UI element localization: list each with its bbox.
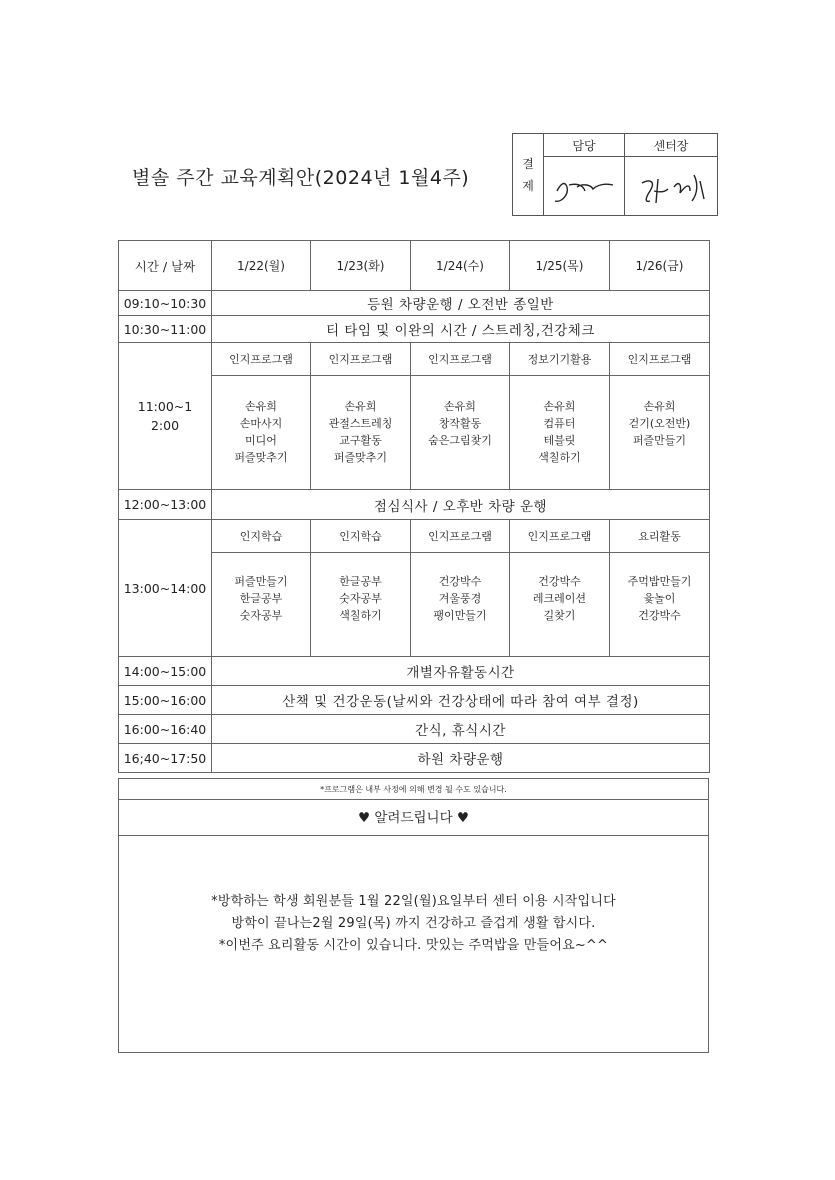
- time-cell: 16;40~17:50: [119, 744, 212, 773]
- activity-item: 손유희: [245, 400, 277, 413]
- program-label: 인지학습: [212, 520, 311, 553]
- program-label: 인지프로그램: [311, 343, 411, 376]
- activity-item: 색칠하기: [538, 451, 581, 464]
- time-cell: 09:10~10:30: [119, 291, 212, 316]
- activity-item: 윷놀이: [643, 592, 676, 605]
- weekly-plan-table: [118, 240, 710, 773]
- program-label: 인지프로그램: [411, 343, 510, 376]
- approval-role-director: 센터장: [625, 134, 718, 157]
- activity-item: 손유희: [643, 400, 676, 413]
- activity-item: 주먹밥만들기: [627, 575, 692, 588]
- activity-list: [212, 553, 311, 657]
- activity-item: 길찾기: [543, 609, 576, 622]
- activity-item: 퍼즐만들기: [632, 434, 687, 447]
- activity-list: [311, 553, 411, 657]
- notice-heading: ♥ 알려드립니다 ♥: [119, 800, 708, 836]
- day-header: 1/25(목): [510, 241, 610, 291]
- activity-item: 한글공부: [239, 592, 283, 605]
- time-date-header: 시간 / 날짜: [119, 241, 212, 291]
- activity-item: 레크레이션: [532, 592, 587, 605]
- activity-item: 퍼즐만들기: [234, 575, 288, 588]
- time-line: 11:00~1: [137, 399, 193, 414]
- program-label: 인지학습: [311, 520, 411, 553]
- activity-cell: 하원 차량운행: [212, 744, 710, 773]
- activity-item: 창작활동: [438, 417, 482, 430]
- program-label: 인지프로그램: [411, 520, 510, 553]
- activity-item: 미디어: [245, 434, 277, 447]
- activity-list: [510, 376, 610, 490]
- program-label: 인지프로그램: [212, 343, 311, 376]
- program-row: [119, 520, 710, 553]
- activity-item: 교구활동: [339, 434, 382, 447]
- time-line: 2:00: [150, 418, 180, 433]
- staff-signature: [544, 157, 625, 216]
- approval-box: [512, 133, 718, 216]
- time-cell: 14:00~15:00: [119, 657, 212, 686]
- activity-cell: 점심식사 / 오후반 차량 운행: [212, 490, 710, 520]
- schedule-row: [119, 316, 710, 343]
- activity-list: [411, 376, 510, 490]
- program-label: 인지프로그램: [610, 343, 710, 376]
- schedule-row: [119, 686, 710, 715]
- notice-line: 방학이 끝나는2월 29일(목) 까지 건강하고 즐겁게 생활 합시다.: [231, 916, 596, 931]
- activity-cell: 간식, 휴식시간: [212, 715, 710, 744]
- schedule-row: [119, 657, 710, 686]
- program-label: 요리활동: [610, 520, 710, 553]
- day-header: 1/26(금): [610, 241, 710, 291]
- time-cell: 15:00~16:00: [119, 686, 212, 715]
- activity-item: 컴퓨터: [543, 417, 576, 430]
- activity-item: 손유희: [344, 400, 377, 413]
- activity-list: [411, 553, 510, 657]
- time-cell: 10:30~11:00: [119, 316, 212, 343]
- notice-body: [119, 891, 708, 957]
- activity-cell: 산책 및 건강운동(날씨와 건강상태에 따라 참여 여부 결정): [212, 686, 710, 715]
- activity-cell: 티 타임 및 이완의 시간 / 스트레칭,건강체크: [212, 316, 710, 343]
- activity-cell: 개별자유활동시간: [212, 657, 710, 686]
- activity-list: [610, 376, 710, 490]
- activity-item: 숫자공부: [239, 609, 283, 622]
- disclaimer: *프로그램은 내부 사정에 의해 변경 될 수도 있습니다.: [119, 779, 708, 800]
- time-cell: 16:00~16:40: [119, 715, 212, 744]
- notice-box: [118, 778, 709, 1053]
- activity-item: 퍼즐맞추기: [333, 451, 388, 464]
- activity-item: 건강박수: [638, 609, 681, 622]
- activity-list: [311, 376, 411, 490]
- activity-item: 건강박수: [538, 575, 581, 588]
- activity-item: 관절스트레칭: [328, 417, 393, 430]
- notice-line: *이번주 요리활동 시간이 있습니다. 맛있는 주먹밥을 만들어요~^^: [218, 938, 609, 953]
- activity-item: 팽이만들기: [433, 609, 487, 622]
- time-cell: [119, 343, 212, 490]
- activity-item: 겨울풍경: [438, 592, 482, 605]
- activity-item: 걷기(오전반): [628, 417, 691, 430]
- program-label: 인지프로그램: [510, 520, 610, 553]
- schedule-row: [119, 291, 710, 316]
- approval-label: 결 제: [513, 134, 544, 216]
- director-signature: [625, 157, 718, 216]
- time-cell: 13:00~14:00: [119, 520, 212, 657]
- activity-item: 건강박수: [438, 575, 482, 588]
- approval-role-staff: 담당: [544, 134, 625, 157]
- notice-line: *방학하는 학생 회원분들 1월 22일(월)요일부터 센터 이용 시작입니다: [211, 894, 616, 909]
- activity-item: 색칠하기: [339, 609, 382, 622]
- activity-item: 테블릿: [543, 434, 576, 447]
- activity-item: 숨은그림찾기: [428, 434, 492, 447]
- header-row: [119, 241, 710, 291]
- activity-item: 퍼즐맞추기: [234, 451, 288, 464]
- activity-list: [610, 553, 710, 657]
- day-header: 1/23(화): [311, 241, 411, 291]
- activity-item: 손유희: [444, 400, 476, 413]
- activity-item: 손마사지: [239, 417, 283, 430]
- schedule-row: [119, 744, 710, 773]
- schedule-row: [119, 490, 710, 520]
- page-title: 별솔 주간 교육계획안(2024년 1월4주): [132, 167, 470, 189]
- activity-cell: 등원 차량운행 / 오전반 종일반: [212, 291, 710, 316]
- activity-list: [212, 376, 311, 490]
- day-header: 1/24(수): [411, 241, 510, 291]
- program-label: 정보기기활용: [510, 343, 610, 376]
- activity-item: 한글공부: [339, 575, 382, 588]
- program-row: [119, 343, 710, 376]
- time-cell: 12:00~13:00: [119, 490, 212, 520]
- activity-item: 숫자공부: [339, 592, 382, 605]
- day-header: 1/22(월): [212, 241, 311, 291]
- activity-list: [510, 553, 610, 657]
- schedule-row: [119, 715, 710, 744]
- activity-item: 손유희: [543, 400, 576, 413]
